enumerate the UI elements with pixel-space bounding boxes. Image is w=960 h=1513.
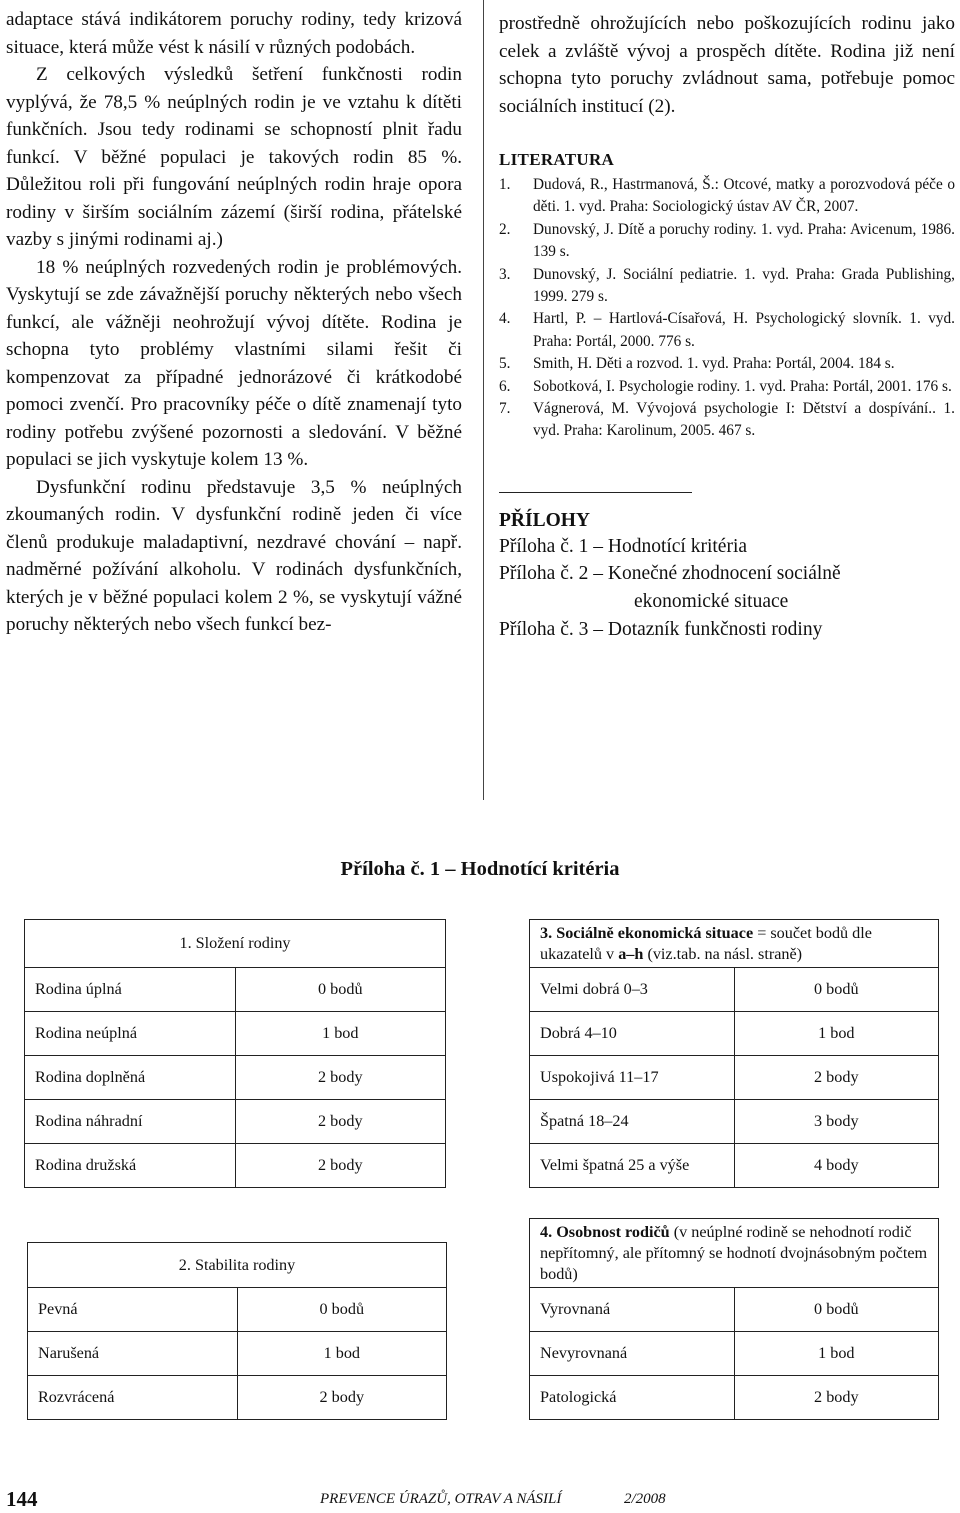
appendix-heading: PŘÍLOHY — [499, 509, 591, 531]
appendix-item: Příloha č. 1 – Hodnotící kritéria — [499, 535, 748, 557]
table-row: Nevyrovnaná 1 bod — [530, 1332, 939, 1376]
paragraph: prostředně ohrožujících nebo poškozujících rodinu jako celek a zvláště vývoj a prospěch dítěte. Rodina již není schopna tyto poruchy zvládnout sama, potřebuje pomoc sociálních institucí (2). — [499, 13, 955, 117]
table-row: Rodina doplněná 2 body — [25, 1056, 446, 1100]
reference-item: 3. Dunovský, J. Sociální pediatrie. 1. vyd. Praha: Grada Publishing, 1999. 279 s. — [499, 265, 955, 306]
table-row: Rozvrácená 2 body — [28, 1376, 447, 1420]
appendix-section-title: Příloha č. 1 – Hodnotící kritéria — [340, 858, 620, 880]
reference-item: 1. Dudová, R., Hastrmanová, Š.: Otcové, matky a porozvodová péče o děti. 1. vyd. Praha: Sociologický ústav AV ČR, 2007. — [499, 176, 955, 216]
table-header: 3. Sociálně ekonomická situace = součet bodů dle ukazatelů v a–h (viz.tab. na násl. straně) — [530, 920, 939, 968]
table-row: Rodina družská 2 body — [25, 1144, 446, 1188]
reference-item: 5. Smith, H. Děti a rozvod. 1. vyd. Praha: Portál, 2004. 184 s. — [499, 355, 895, 373]
column-divider — [483, 0, 484, 800]
table-row: Narušená 1 bod — [28, 1332, 447, 1376]
table-header: 2. Stabilita rodiny — [28, 1243, 447, 1288]
table-row: Velmi špatná 25 a výše 4 body — [530, 1144, 939, 1188]
paragraph: Z celkových výsledků šetření funkčnosti rodin vyplývá, že 78,5 % neúplných rodin je ve vztahu k dítěti funkčních. Jsou tedy rodinami se schopností plnit řadu funkcí. V běžné populaci je takových rodin 85 %. Důležitou roli při fungování neúplných rodin hraje opora rodiny v širším sociálním zázemí (širší rodina, přátelské vazby s jinými rodinami aj.) — [6, 64, 462, 250]
table-header: 4. Osobnost rodičů (v neúplné rodině se nehodnotí rodič nepřítomný, ale přítomný se hodnotí dvojnásobným počtem bodů) — [530, 1219, 939, 1288]
journal-name: PREVENCE ÚRAZŮ, OTRAV A NÁSILÍ — [320, 1491, 562, 1507]
reference-item: 7. Vágnerová, M. Vývojová psychologie I: Dětství a dospívání.. 1. vyd. Praha: Karolinum, 2005. 467 s. — [499, 400, 955, 440]
table-row: Velmi dobrá 0–3 0 bodů — [530, 968, 939, 1012]
right-column — [499, 10, 955, 643]
reference-list — [499, 174, 955, 443]
table-row: Rodina neúplná 1 bod — [25, 1012, 446, 1056]
reference-item: 6. Sobotková, I. Psychologie rodiny. 1. vyd. Praha: Portál, 2001. 176 s. — [499, 377, 952, 395]
table-row: Rodina náhradní 2 body — [25, 1100, 446, 1144]
appendix-item-continuation: ekonomické situace — [634, 591, 789, 613]
family-stability-table — [27, 1242, 447, 1420]
parent-personality-table — [529, 1218, 939, 1420]
left-column — [6, 6, 462, 639]
reference-item: 2. Dunovský, J. Dítě a poruchy rodiny. 1. vyd. Praha: Avicenum, 1986. 139 s. — [499, 220, 955, 261]
literature-heading: LITERATURA — [499, 150, 615, 169]
paragraph: Dysfunkční rodinu představuje 3,5 % neúplných zkoumaných rodin. V dysfunkční rodině jeden či více členů produkuje maladaptivní, nezdravé chování – např. nadměrné požívání alkoholu. V rodinách dysfunkčních, kterých je v běžné populaci kolem 2 %, se vyskytují vážné poruchy některých nebo všech funkcí bez- — [6, 476, 462, 635]
reference-item: 4. Hartl, P. – Hartlová-Císařová, H. Psychologický slovník. 1. vyd. Praha: Portál, 2000. 776 s. — [499, 310, 955, 350]
table-row: Patologická 2 body — [530, 1376, 939, 1420]
journal-issue: 2/2008 — [624, 1491, 666, 1507]
separator-rule — [499, 492, 692, 493]
table-row: Vyrovnaná 0 bodů — [530, 1288, 939, 1332]
table-row: Uspokojivá 11–17 2 body — [530, 1056, 939, 1100]
table-row: Pevná 0 bodů — [28, 1288, 447, 1332]
family-composition-table — [24, 919, 446, 1188]
appendix-item: Příloha č. 3 – Dotazník funkčnosti rodiny — [499, 618, 823, 640]
table-row: Špatná 18–24 3 body — [530, 1100, 939, 1144]
paragraph: adaptace stává indikátorem poruchy rodiny, tedy krizová situace, která může vést k násilí v různých podobách. — [6, 9, 462, 58]
table-row: Dobrá 4–10 1 bod — [530, 1012, 939, 1056]
page-number: 144 — [6, 1487, 38, 1511]
paragraph: 18 % neúplných rozvedených rodin je problémových. Vyskytují se zde závažnější poruchy některých nebo všech funkcí, ale vážněji neohrožují vývoj dítěte. Rodina je schopna tyto problémy vlastními silami řešit či kompenzovat za případné jednorázové či krátkodobé pomoci zvenčí. Pro pracovníky péče o dítě znamenají tyto rodiny potřebu zvýšené pozornosti a sledování. V běžné populaci se jich vyskytuje kolem 13 %. — [6, 256, 462, 470]
table-row: Rodina úplná 0 bodů — [25, 968, 446, 1012]
appendix-item: Příloha č. 2 – Konečné zhodnocení sociálně — [499, 563, 841, 585]
table-header: 1. Složení rodiny — [25, 920, 446, 968]
socioeconomic-table — [529, 919, 939, 1188]
